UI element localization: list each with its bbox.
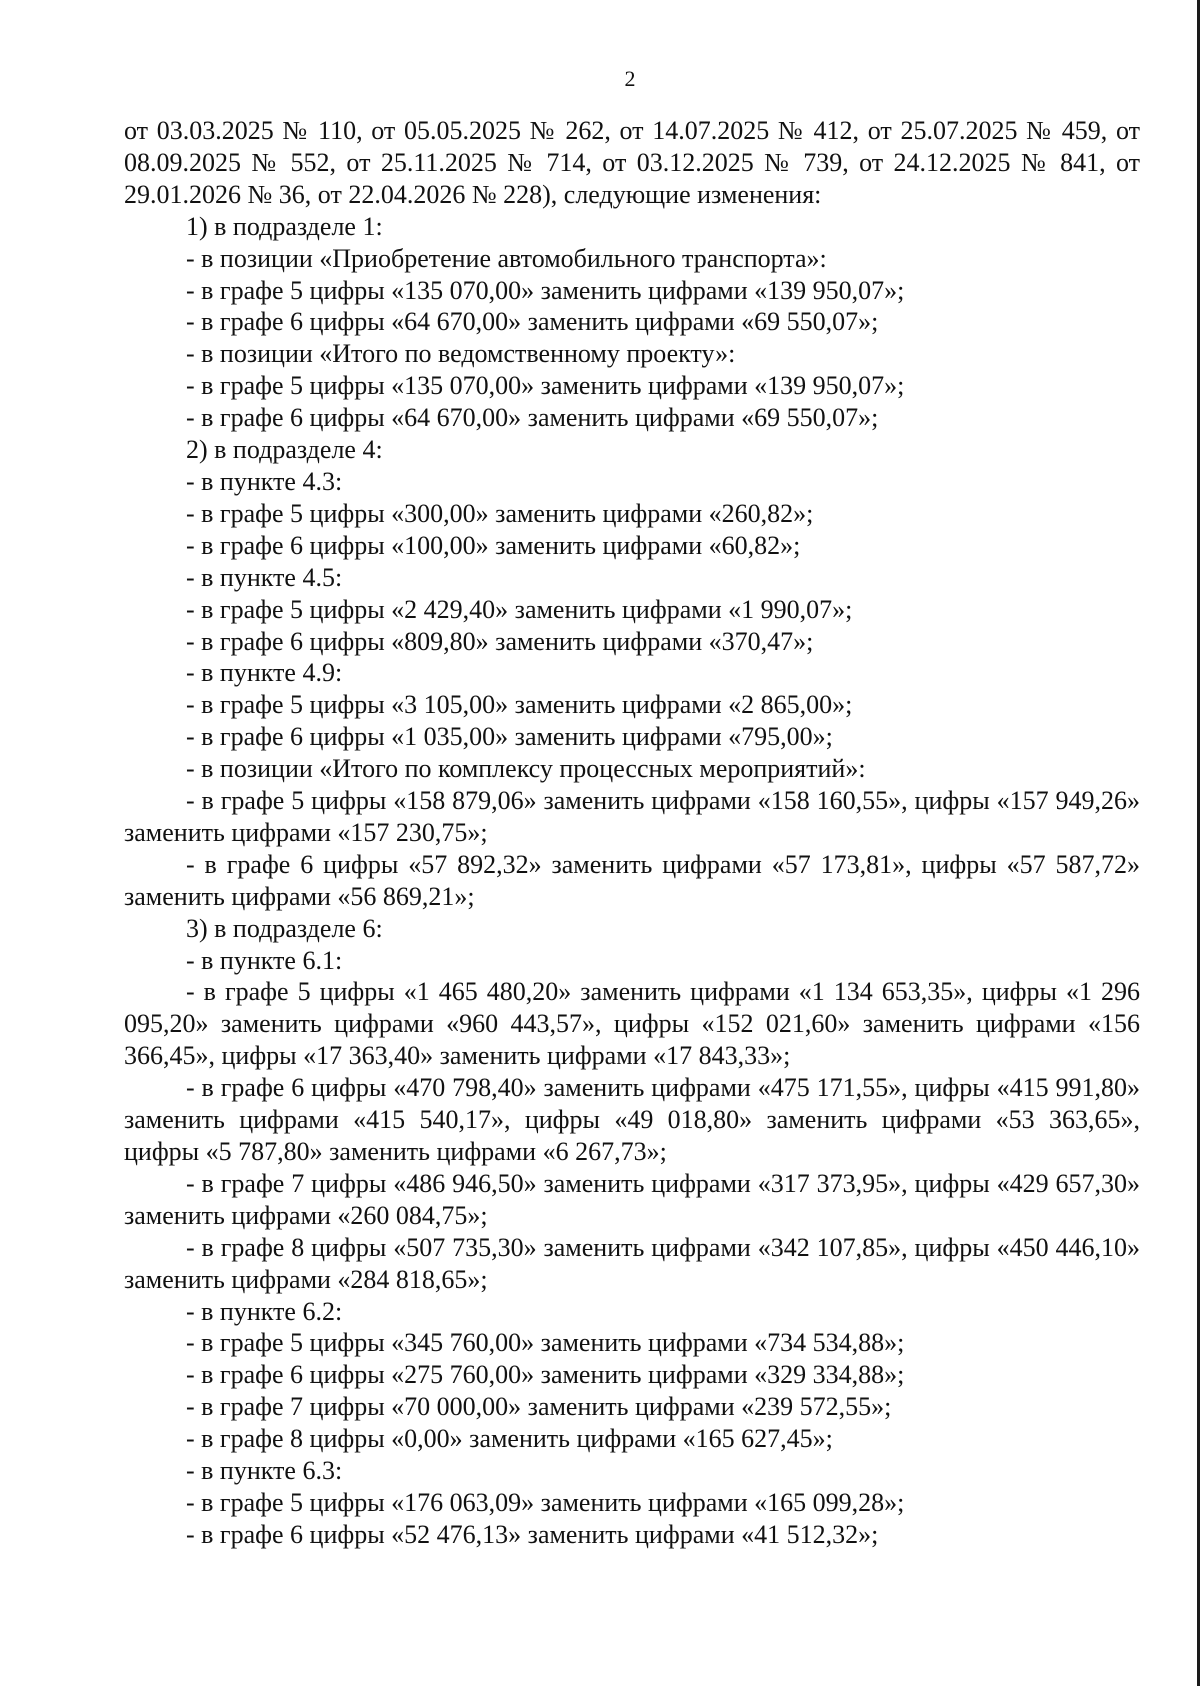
list-item-paragraph: - в графе 7 цифры «486 946,50» заменить цифрами «317 373,95», цифры «429 657,30» заменить цифрами «260 084,75»; bbox=[124, 1168, 1140, 1230]
list-item: - в пункте 4.3: bbox=[186, 466, 343, 496]
list-item: - в графе 6 цифры «809,80» заменить цифрами «370,47»; bbox=[186, 626, 814, 656]
subsection-4-heading: 2) в подразделе 4: bbox=[186, 435, 383, 465]
list-item-paragraph: - в графе 6 цифры «57 892,32» заменить цифрами «57 173,81», цифры «57 587,72» заменить цифрами «56 869,21»; bbox=[124, 849, 1140, 911]
list-item: - в графе 7 цифры «70 000,00» заменить цифрами «239 572,55»; bbox=[186, 1392, 892, 1422]
list-item: - в графе 6 цифры «275 760,00» заменить цифрами «329 334,88»; bbox=[186, 1360, 905, 1390]
list-item: - в пункте 6.3: bbox=[186, 1456, 343, 1486]
list-item: - в графе 6 цифры «64 670,00» заменить цифрами «69 550,07»; bbox=[186, 307, 879, 337]
list-item: - в графе 5 цифры «300,00» заменить цифрами «260,82»; bbox=[186, 498, 814, 528]
list-item: - в графе 5 цифры «135 070,00» заменить цифрами «139 950,07»; bbox=[186, 275, 905, 305]
list-item: - в графе 5 цифры «176 063,09» заменить цифрами «165 099,28»; bbox=[186, 1487, 905, 1517]
list-item: - в графе 8 цифры «0,00» заменить цифрами «165 627,45»; bbox=[186, 1424, 833, 1454]
subsection-6-heading: 3) в подразделе 6: bbox=[186, 913, 383, 943]
list-item: - в позиции «Итого по комплексу процессных мероприятий»: bbox=[186, 754, 866, 784]
list-item-paragraph: - в графе 8 цифры «507 735,30» заменить цифрами «342 107,85», цифры «450 446,10» заменить цифрами «284 818,65»; bbox=[124, 1232, 1140, 1294]
list-item-paragraph: - в графе 6 цифры «470 798,40» заменить цифрами «475 171,55», цифры «415 991,80» заменить цифрами «415 540,17», цифры «49 018,80» заменить цифрами «53 363,65», цифры «5 787,80» заменить цифрами «6 267,73»; bbox=[124, 1073, 1140, 1166]
list-item: - в графе 5 цифры «2 429,40» заменить цифрами «1 990,07»; bbox=[186, 594, 853, 624]
list-item: - в пункте 4.9: bbox=[186, 658, 343, 688]
intro-paragraph: от 03.03.2025 № 110, от 05.05.2025 № 262, от 14.07.2025 № 412, от 25.07.2025 № 459, от 08.09.2025 № 552, от 25.11.2025 № 714, от 03.12.2025 № 739, от 24.12.2025 № 841, от 29.01.2026 № 36, от 22.04.2026 № 228), следующие изменения: bbox=[124, 116, 1140, 209]
list-item: - в позиции «Приобретение автомобильного транспорта»: bbox=[186, 243, 827, 273]
list-item: - в графе 6 цифры «64 670,00» заменить цифрами «69 550,07»; bbox=[186, 403, 879, 433]
list-item: - в графе 5 цифры «135 070,00» заменить цифрами «139 950,07»; bbox=[186, 371, 905, 401]
list-item-paragraph: - в графе 5 цифры «158 879,06» заменить цифрами «158 160,55», цифры «157 949,26» заменить цифрами «157 230,75»; bbox=[124, 786, 1140, 847]
document-body bbox=[124, 115, 1140, 1551]
list-item: - в пункте 6.1: bbox=[186, 945, 343, 975]
list-item: - в графе 6 цифры «1 035,00» заменить цифрами «795,00»; bbox=[186, 722, 833, 752]
list-item: - в графе 5 цифры «345 760,00» заменить цифрами «734 534,88»; bbox=[186, 1328, 905, 1358]
page-number: 2 bbox=[624, 66, 636, 91]
list-item: - в пункте 6.2: bbox=[186, 1296, 343, 1326]
list-item: - в графе 6 цифры «100,00» заменить цифрами «60,82»; bbox=[186, 530, 801, 560]
list-item: - в графе 6 цифры «52 476,13» заменить цифрами «41 512,32»; bbox=[186, 1519, 879, 1549]
list-item: - в графе 5 цифры «3 105,00» заменить цифрами «2 865,00»; bbox=[186, 690, 853, 720]
list-item: - в позиции «Итого по ведомственному проекту»: bbox=[186, 339, 736, 369]
list-item: - в пункте 4.5: bbox=[186, 562, 343, 592]
list-item-paragraph: - в графе 5 цифры «1 465 480,20» заменить цифрами «1 134 653,35», цифры «1 296 095,20» заменить цифрами «960 443,57», цифры «152 021,60» заменить цифрами «156 366,45», цифры «17 363,40» заменить цифрами «17 843,33»; bbox=[124, 977, 1140, 1071]
subsection-1-heading: 1) в подразделе 1: bbox=[186, 211, 383, 241]
